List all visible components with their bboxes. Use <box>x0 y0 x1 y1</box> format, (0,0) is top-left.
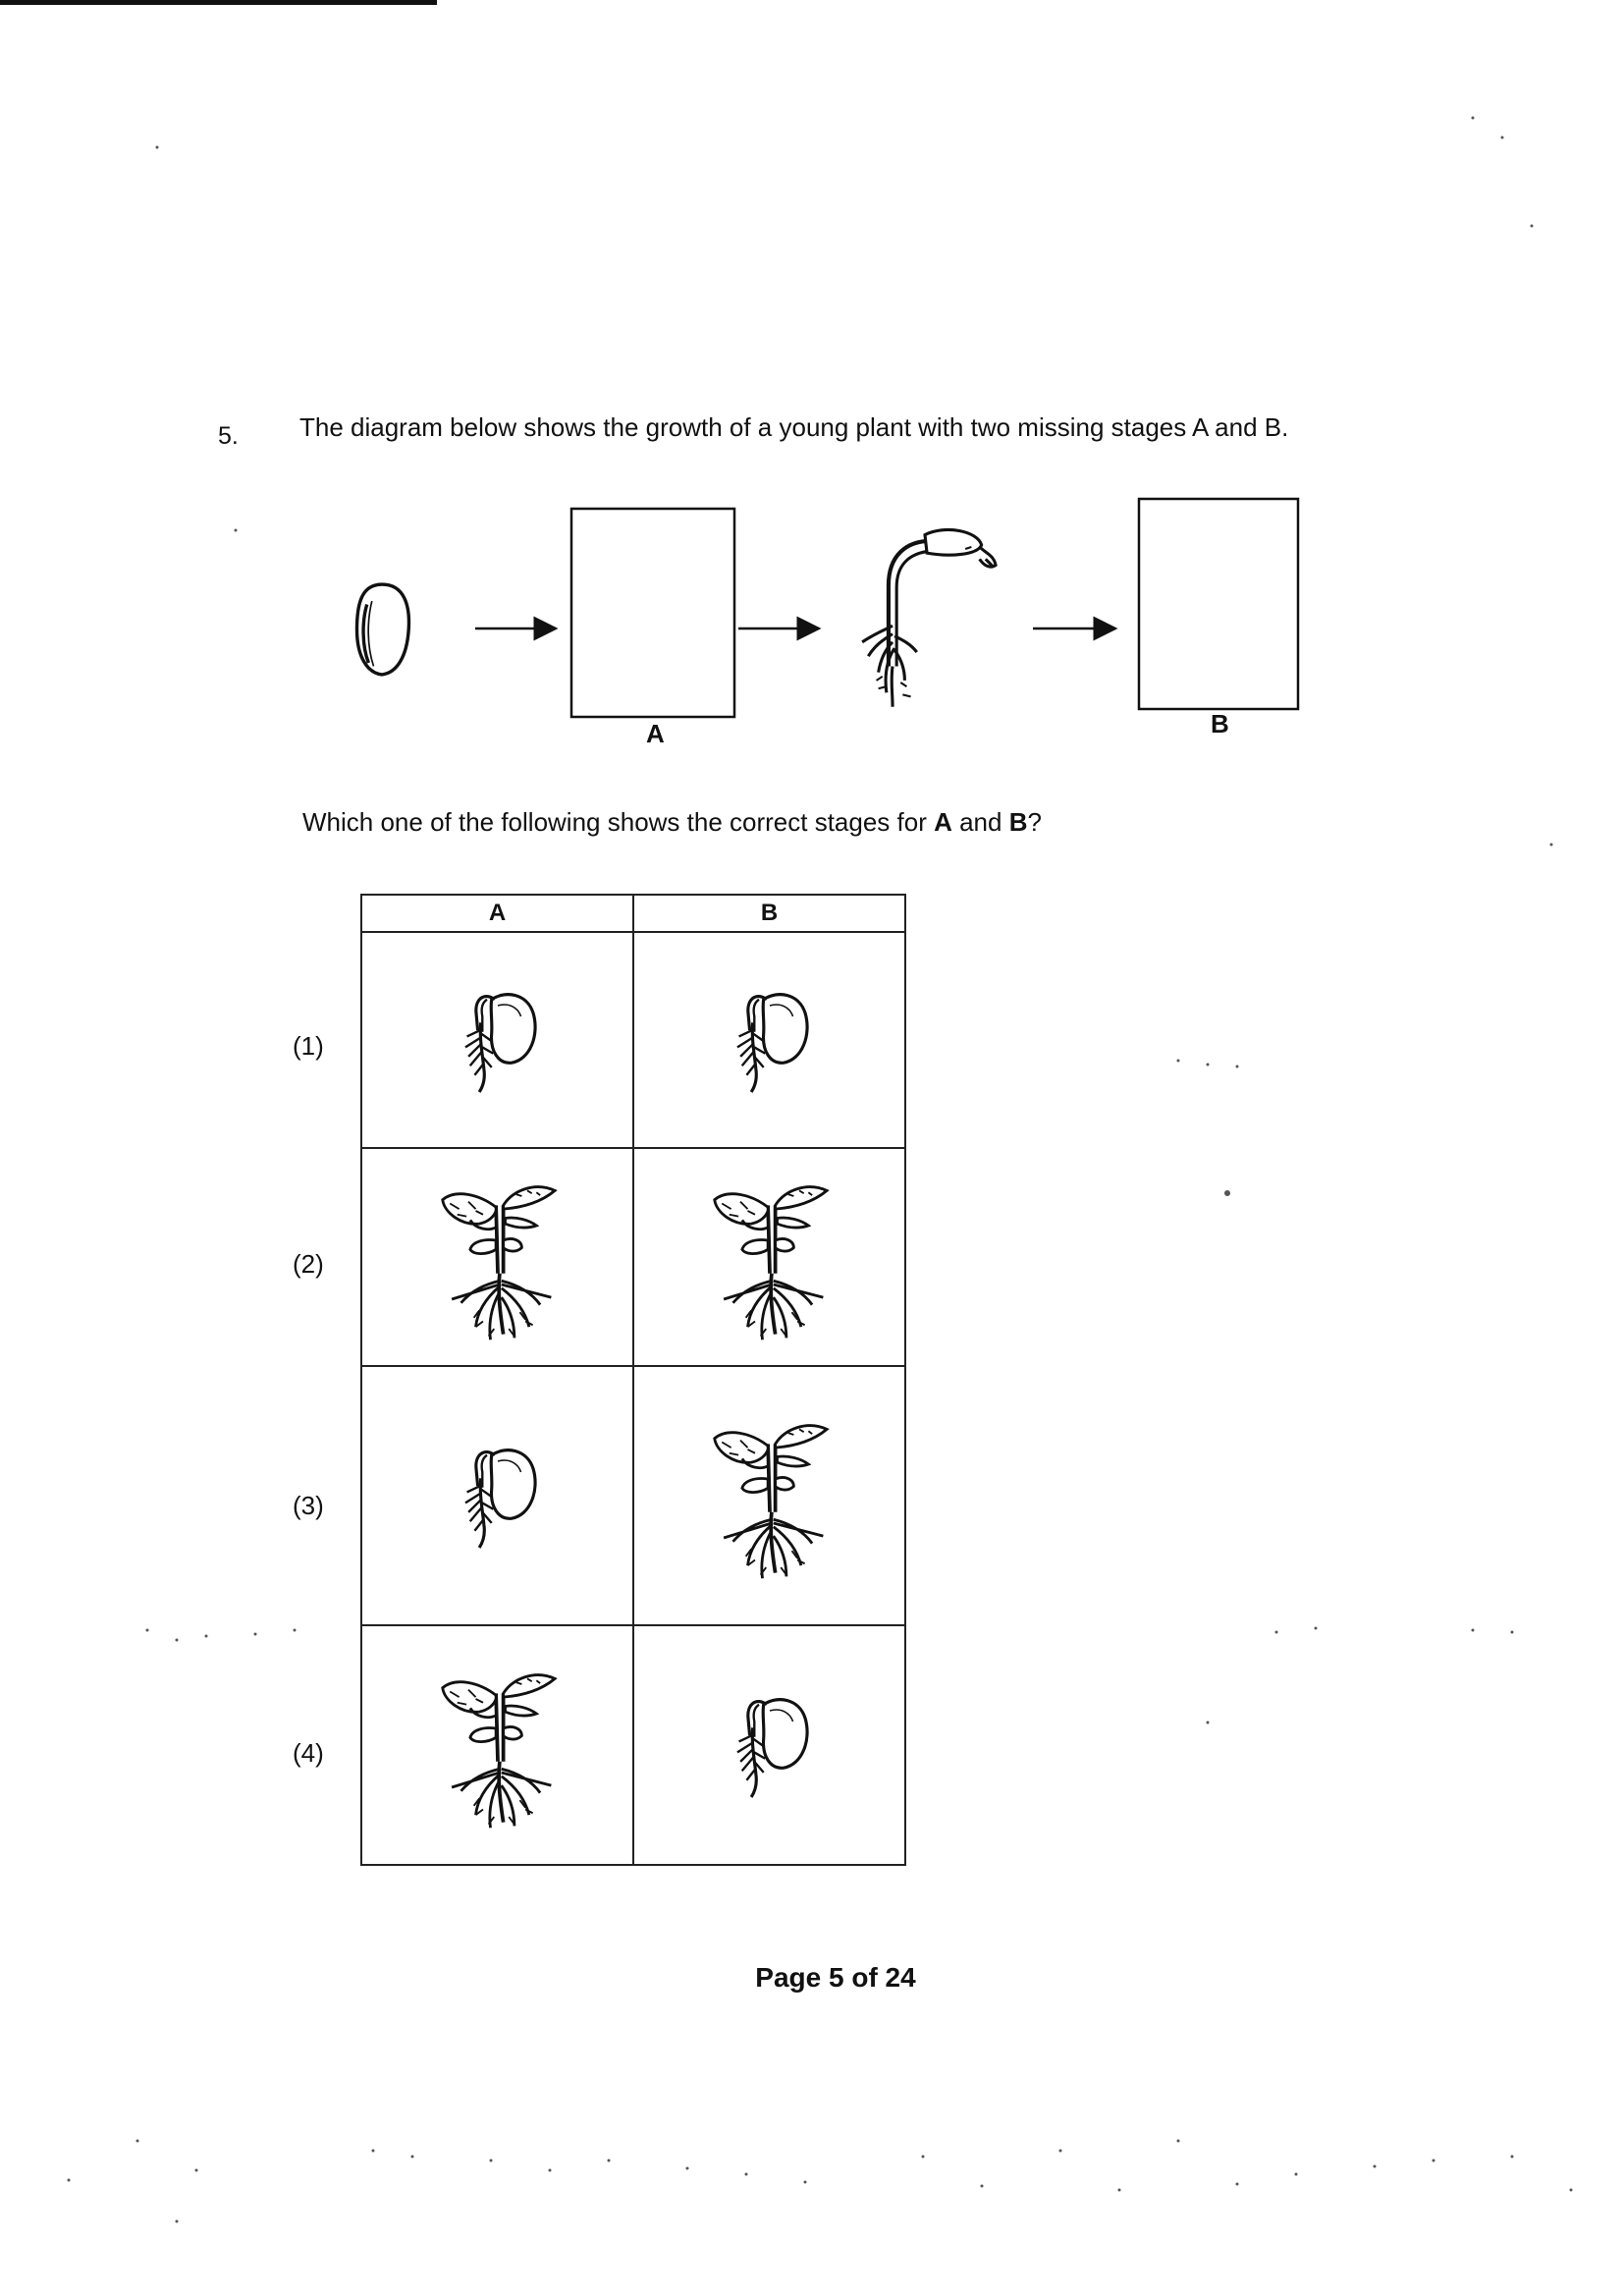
table-row[interactable] <box>361 1148 905 1366</box>
options-table <box>360 894 906 1866</box>
seed-icon <box>357 584 409 675</box>
question-text: The diagram below shows the growth of a young plant with two missing stages A and B. <box>299 412 1289 442</box>
page-footer <box>0 1962 1624 1994</box>
answer-prompt: Which one of the following shows the correct stages for A and B? <box>302 807 1042 837</box>
germinating-seed-icon <box>444 969 552 1107</box>
option-1-b-cell <box>633 932 905 1148</box>
young-plant-icon <box>696 1395 843 1592</box>
page-number: Page 5 of 24 <box>755 1962 916 1993</box>
young-plant-icon <box>424 1645 571 1841</box>
column-header-a: A <box>361 895 633 932</box>
option-2-a-cell <box>361 1148 633 1366</box>
option-label-4[interactable]: (4) <box>293 1738 324 1768</box>
germinating-seed-icon <box>716 1674 824 1812</box>
germinating-seed-icon <box>444 1425 552 1562</box>
table-row[interactable] <box>361 932 905 1148</box>
option-4-b-cell <box>633 1625 905 1865</box>
option-label-2[interactable]: (2) <box>293 1249 324 1279</box>
scan-top-rule <box>0 0 437 5</box>
column-header-b: B <box>633 895 905 932</box>
missing-stage-b-box <box>1139 499 1298 709</box>
young-plant-icon <box>424 1162 571 1348</box>
option-1-a-cell <box>361 932 633 1148</box>
table-row[interactable] <box>361 1625 905 1865</box>
option-2-b-cell <box>633 1148 905 1366</box>
seedling-hooked-icon <box>862 529 996 706</box>
option-3-b-cell <box>633 1366 905 1625</box>
table-header-row <box>361 895 905 932</box>
option-3-a-cell <box>361 1366 633 1625</box>
stage-b-label: B <box>1211 709 1229 738</box>
option-label-1[interactable]: (1) <box>293 1031 324 1061</box>
table-row[interactable] <box>361 1366 905 1625</box>
young-plant-icon <box>696 1162 843 1348</box>
missing-stage-a-box <box>571 509 734 717</box>
option-4-a-cell <box>361 1625 633 1865</box>
question-number: 5. <box>218 422 239 450</box>
germinating-seed-icon <box>716 969 824 1107</box>
stage-a-label: A <box>646 719 665 748</box>
option-label-3[interactable]: (3) <box>293 1491 324 1520</box>
